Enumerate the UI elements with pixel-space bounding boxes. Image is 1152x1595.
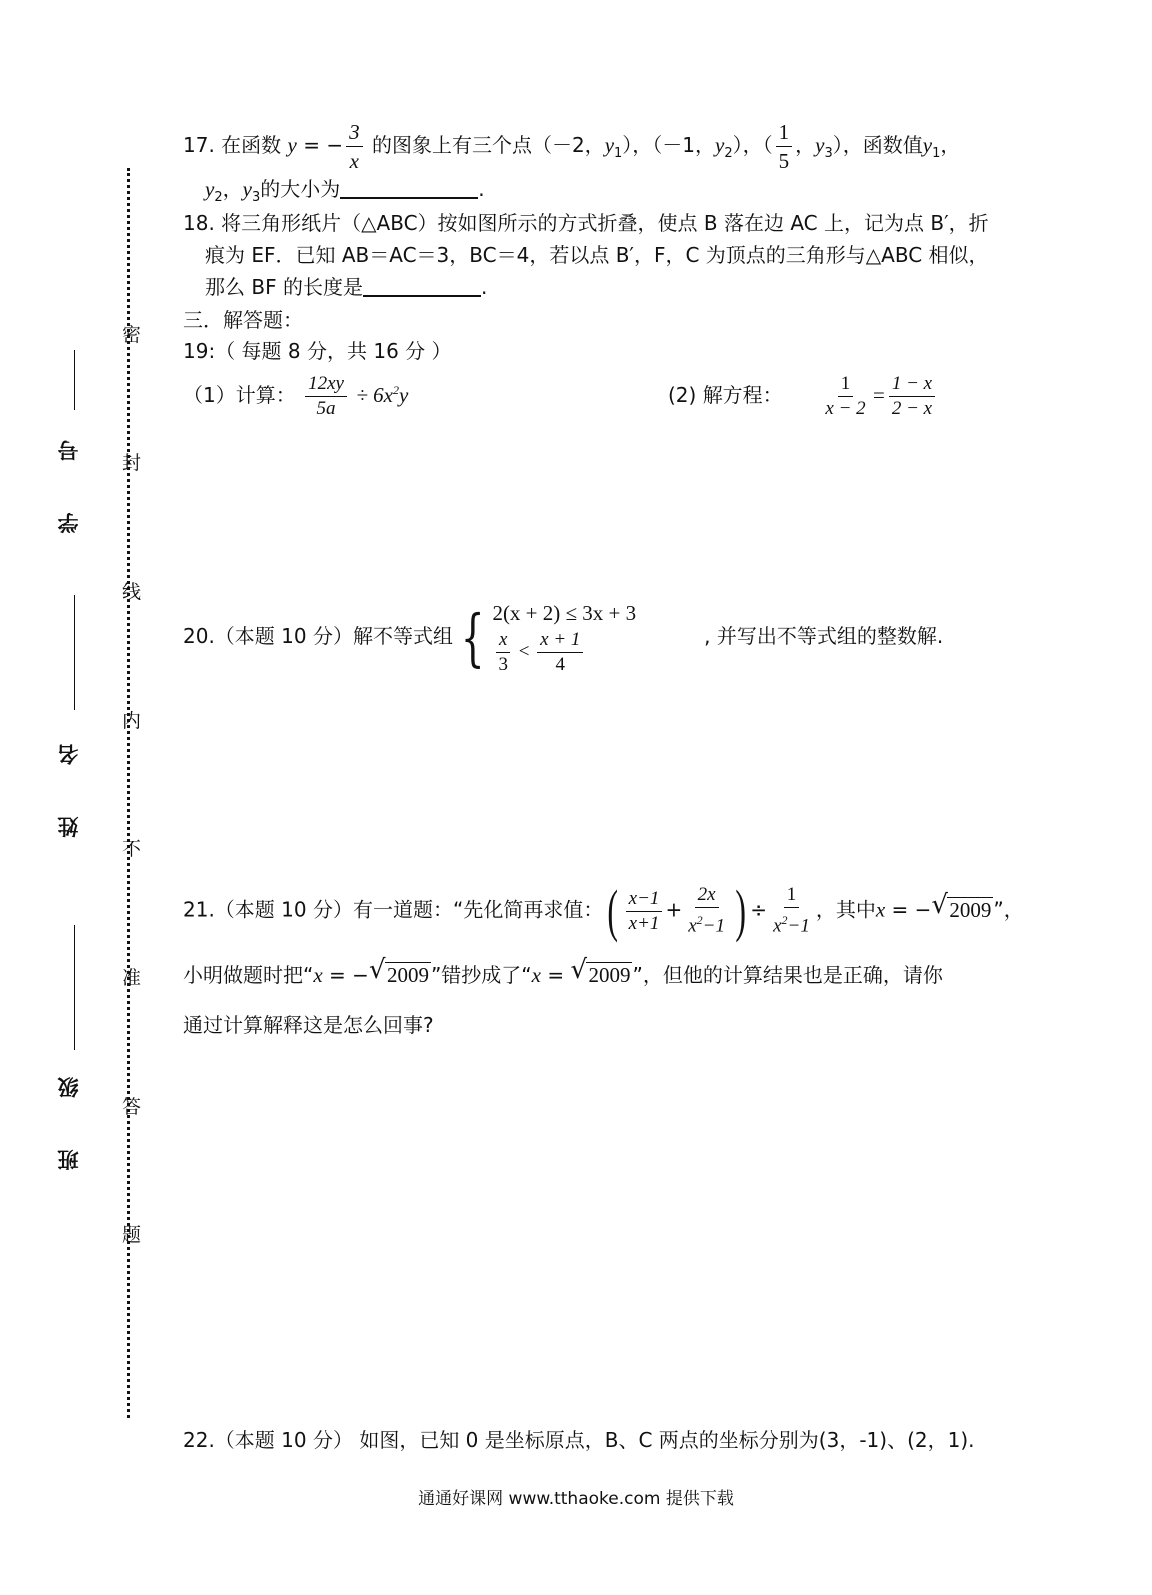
question-17-line-1: 17. 在函数 y = − $\frac{3}{x}$ 的图象上有三个点（－2，$y_1$），（－1，$y_2$），（ $\frac{1}{5}$ ，$y_3$），函数值$y_1$，: [183, 120, 961, 173]
question-18-line-1: 18. 将三角形纸片（△ABC）按如图所示的方式折叠，使点 B 落在边 AC 上，记为点 B′，折: [183, 211, 989, 235]
question-19-part-2: (2) 解方程： $\frac{1}{x - 2}$ = $\frac{1 - x}{2 - x}$: [668, 372, 938, 421]
question-21-line-2: 小明做题时把“x = −√ 2009 ”错抄成了“x = √ 2009 ”，但他的计算结果也是正确，请你: [183, 960, 943, 990]
question-18-line-3: 那么 BF 的长度是 .: [205, 275, 488, 299]
seal-char: 线: [122, 581, 142, 603]
section-heading: 三．解答题：: [183, 308, 303, 332]
seal-char: 密: [122, 324, 142, 346]
question-21-line-3: 通过计算解释这是怎么回事?: [183, 1013, 434, 1037]
question-19-head: 19:（ 每题 8 分，共 16 分 ）: [183, 339, 452, 363]
question-19-part-1: （1）计算： $\frac{12xy}{5a}$ ÷ $6x^2y$: [183, 373, 409, 419]
class-label: 班 级: [57, 1055, 81, 1171]
seal-char: 不: [122, 838, 142, 860]
seal-char: 题: [122, 1224, 142, 1246]
question-21-line-1: 21.（本题 10 分）有一道题：“先化简再求值：( $\frac{x-1}{x+1}$ + $\frac{2x}{x^2-1}$ ) ÷ $\frac{1}{x^2-1}$ ，其中x = −√ 2009 ”，: [183, 882, 1024, 940]
question-17-line-2: $y_2$，$y_3$的大小为 .: [205, 177, 485, 205]
seal-char: 内: [122, 710, 142, 732]
answer-blank[interactable]: [363, 275, 481, 297]
seal-char: 准: [122, 967, 142, 989]
class-line: [74, 925, 75, 1050]
answer-blank[interactable]: [340, 177, 478, 199]
name-label: 姓 名: [57, 722, 81, 838]
name-line: [74, 595, 75, 710]
question-20: 20.（本题 10 分）解不等式组 { 2(x + 2) ≤ 3x + 3 $\frac{x}{3}$ < $\frac{x + 1}{4}$ , 并写出不等式组的整数解.: [183, 600, 944, 675]
seal-char: 答: [122, 1096, 142, 1118]
student-id-label: 学 号: [57, 418, 81, 534]
page-footer: 通通好课网 www.tthaoke.com 提供下载: [418, 1489, 734, 1509]
student-id-line: [74, 350, 75, 410]
question-18-line-2: 痕为 EF．已知 AB＝AC＝3，BC＝4，若以点 B′，F，C 为顶点的三角形与△ABC 相似，: [205, 243, 989, 267]
question-22: 22.（本题 10 分） 如图，已知 0 是坐标原点，B、C 两点的坐标分别为(3，-1)、(2，1).: [183, 1428, 975, 1452]
seal-char: 封: [122, 452, 142, 474]
